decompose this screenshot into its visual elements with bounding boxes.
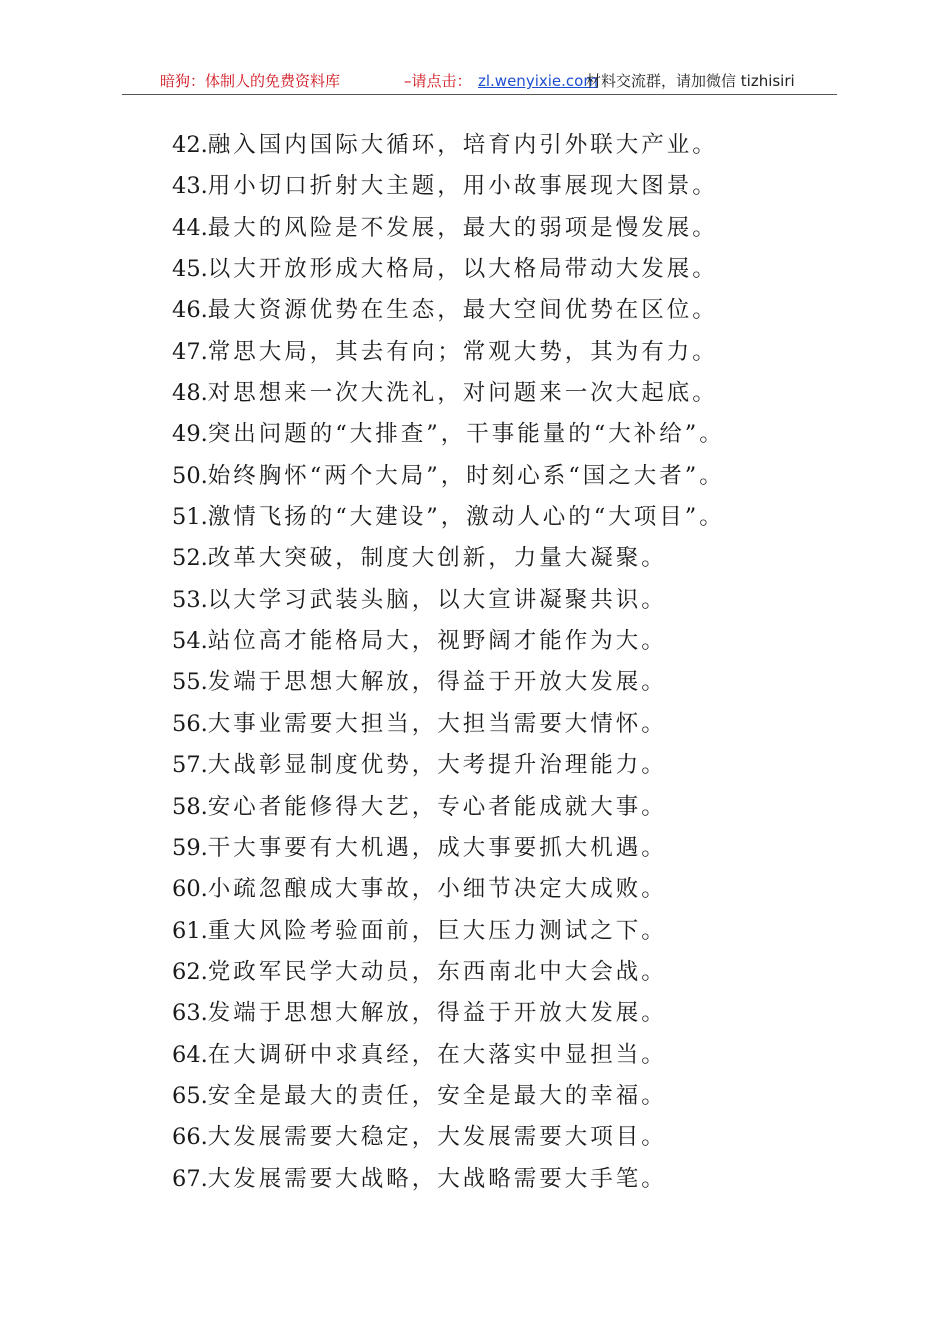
list-item [172,993,852,1034]
list-item [172,745,852,786]
item-number: 52. [172,545,208,572]
item-number: 55. [172,669,208,696]
list-item [172,332,852,373]
item-number: 53. [172,586,208,613]
item-text: 大战彰显制度优势，大考提升治理能力。 [207,752,667,779]
item-text: 常思大局，其去有向；常观大势，其为有力。 [207,338,718,365]
item-number: 42. [172,132,208,158]
list-item [172,1159,852,1200]
item-text: 最大的风险是不发展，最大的弱项是慢发展。 [207,214,718,241]
list-item [172,580,852,621]
item-number: 50. [172,462,208,489]
item-number: 59. [172,834,208,861]
list-item [172,1076,852,1117]
item-text: 大发展需要大战略，大战略需要大手笔。 [207,1165,667,1192]
header-site-name: 暗狗：体制人的免费资料库 [160,72,341,90]
list-item [172,869,852,910]
slogan-list [172,125,852,1200]
item-number: 57. [172,752,208,779]
list-item [172,125,852,166]
item-number: 62. [172,958,208,985]
list-item [172,1035,852,1076]
list-item [172,704,852,745]
list-item [172,1117,852,1158]
list-item [172,662,852,703]
item-text: 激情飞扬的“大建设”，激动人心的“大项目”。 [207,504,725,531]
list-item [172,456,852,497]
item-text: 对思想来一次大洗礼，对问题来一次大起底。 [207,380,718,407]
list-item [172,911,852,952]
item-text: 干大事要有大机遇，成大事要抓大机遇。 [207,834,667,861]
item-text: 党政军民学大动员，东西南北中大会战。 [207,958,667,985]
list-item [172,787,852,828]
item-text: 发端于思想大解放，得益于开放大发展。 [207,1000,667,1027]
item-number: 67. [172,1165,208,1192]
list-item [172,828,852,869]
item-text: 改革大突破，制度大创新，力量大凝聚。 [207,545,667,572]
page-header [0,66,950,96]
item-text: 发端于思想大解放，得益于开放大发展。 [207,669,667,696]
item-number: 43. [172,173,208,200]
item-text: 融入国内国际大循环，培育内引外联大产业。 [207,132,718,158]
item-number: 58. [172,793,208,820]
item-number: 60. [172,876,208,903]
item-text: 以大学习武装头脑，以大宣讲凝聚共识。 [207,586,667,613]
list-item [172,290,852,331]
header-wechat-note: 材料交流群，请加微信 tizhisiri [586,72,795,90]
item-number: 49. [172,421,208,448]
item-number: 48. [172,380,208,407]
item-text: 最大资源优势在生态，最大空间优势在区位。 [207,297,718,324]
list-item [172,249,852,290]
item-text: 大事业需要大担当，大担当需要大情怀。 [207,710,667,737]
list-item [172,373,852,414]
item-number: 64. [172,1041,208,1068]
item-number: 54. [172,628,208,655]
item-number: 63. [172,1000,208,1027]
item-text: 突出问题的“大排查”，干事能量的“大补给”。 [207,421,725,448]
item-number: 61. [172,917,208,944]
item-text: 小疏忽酿成大事故，小细节决定大成败。 [207,876,667,903]
header-link[interactable]: zl.wenyixie.com [478,72,598,90]
item-text: 以大开放形成大格局，以大格局带动大发展。 [207,256,718,283]
item-number: 44. [172,214,208,241]
item-number: 66. [172,1124,208,1151]
list-item [172,497,852,538]
item-text: 大发展需要大稳定，大发展需要大项目。 [207,1124,667,1151]
item-text: 用小切口折射大主题，用小故事展现大图景。 [207,173,718,200]
item-number: 47. [172,338,208,365]
list-item [172,414,852,455]
item-number: 56. [172,710,208,737]
item-text: 安心者能修得大艺，专心者能成就大事。 [207,793,667,820]
item-text: 重大风险考验面前，巨大压力测试之下。 [207,917,667,944]
item-number: 45. [172,256,208,283]
list-item [172,952,852,993]
list-item [172,621,852,662]
item-text: 安全是最大的责任，安全是最大的幸福。 [207,1082,667,1109]
item-number: 46. [172,297,208,324]
header-prompt: –请点击： [404,72,472,90]
list-item [172,166,852,207]
list-item [172,208,852,249]
item-number: 65. [172,1082,208,1109]
item-text: 站位高才能格局大，视野阔才能作为大。 [207,628,667,655]
item-number: 51. [172,504,208,531]
item-text: 始终胸怀“两个大局”，时刻心系“国之大者”。 [207,462,725,489]
item-text: 在大调研中求真经，在大落实中显担当。 [207,1041,667,1068]
list-item [172,538,852,579]
header-divider [122,94,837,95]
